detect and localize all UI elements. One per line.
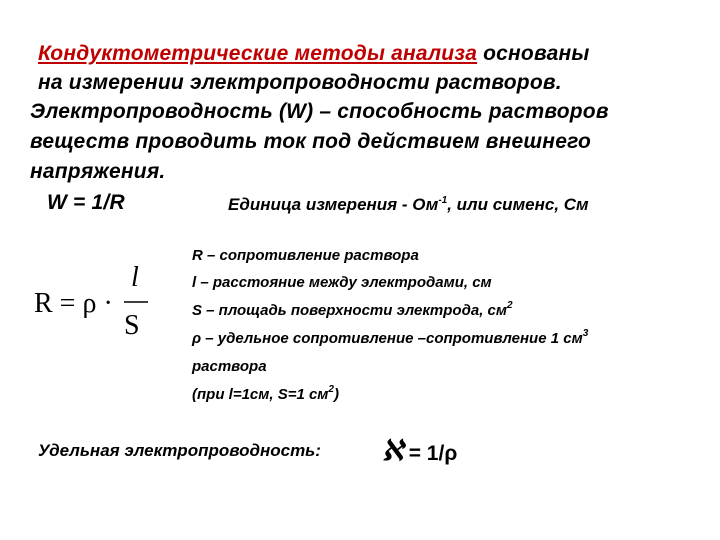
intro-line-1-rest: основаны: [477, 42, 590, 65]
unit-prefix: Единица измерения - Ом: [228, 195, 439, 214]
specific-formula: [382, 434, 457, 467]
def-s: [192, 302, 513, 319]
formula-numerator: l: [131, 262, 139, 293]
formula-denominator: S: [124, 310, 140, 341]
def-condition-text: (при l=1см, S=1 см: [192, 386, 329, 403]
def-condition-exp: 2: [328, 384, 334, 395]
def-rho: [192, 330, 588, 347]
intro-line-5: напряжения.: [30, 160, 166, 183]
def-rho-text: ρ – удельное сопротивление –сопротивление 1 см: [192, 330, 583, 347]
unit-exponent: -1: [438, 195, 448, 206]
def-condition: [192, 386, 339, 403]
key-term: Кондуктометрические методы анализа: [38, 42, 478, 65]
specific-formula-text: = 1/ρ: [402, 442, 458, 465]
def-rho-exp: 3: [582, 328, 589, 339]
formula-lhs: R = ρ ·: [34, 288, 113, 319]
intro-line-1: [38, 42, 589, 66]
resistance-formula: [34, 262, 164, 342]
kappa-symbol: ℵ: [382, 434, 403, 467]
specific-label: Удельная электропроводность:: [38, 441, 321, 460]
def-rho-cont: раствора: [192, 358, 267, 375]
unit-line: [228, 195, 589, 215]
def-l: l – расстояние между электродами, см: [192, 274, 492, 291]
def-condition-close: ): [333, 386, 339, 403]
intro-line-2: на измерении электропроводности растворов.: [38, 71, 562, 94]
def-s-exp: 2: [506, 300, 513, 311]
def-r: R – сопротивление раствора: [192, 247, 419, 264]
w-formula: W = 1/R: [47, 191, 125, 214]
intro-line-3: Электропроводность (W) – способность растворов: [30, 100, 609, 123]
unit-suffix: , или сименс, См: [447, 195, 589, 214]
def-s-text: S – площадь поверхности электрода, см: [192, 302, 507, 319]
intro-line-4: веществ проводить ток под действием внешнего: [30, 130, 591, 153]
